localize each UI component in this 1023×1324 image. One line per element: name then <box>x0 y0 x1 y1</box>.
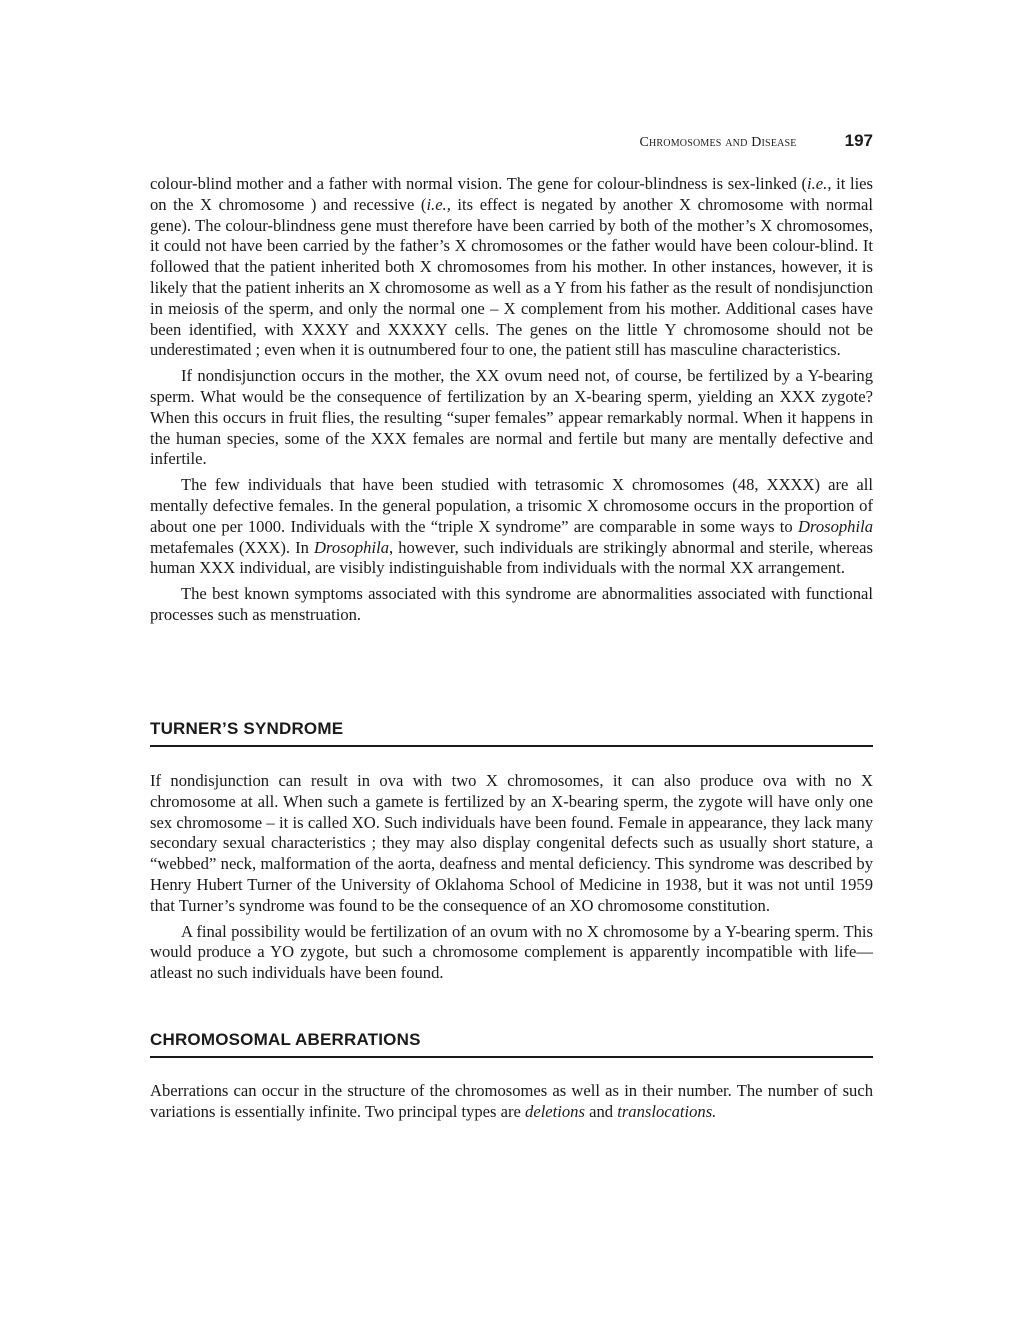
paragraph-aberrations: Aberrations can occur in the structure of the chromosomes as well as in their number. The number of such variations is essentially infinite. Two principal types are deletions and translocations. <box>150 1081 873 1121</box>
section-heading-chromosomal-aberrations: CHROMOSOMAL ABERRATIONS <box>150 1030 873 1058</box>
paragraph-xxx-zygote: If nondisjunction occurs in the mother, the XX ovum need not, of course, be fertilized by a Y-bearing sperm. What would be the consequence of fertilization by an X-bearing sperm, yielding an XXX zygote? When this occurs in fruit flies, the resulting “super females” appear remarkably normal. When it happens in the human species, some of the XXX females are normal and fertile but many are mentally defective and infertile. <box>150 366 873 469</box>
page-number: 197 <box>844 131 873 150</box>
paragraph-colour-blindness: colour-blind mother and a father with normal vision. The gene for colour-blindness is sex-linked (i.e., it lies on the X chromosome ) and recessive (i.e., its effect is negated by another X chromosome with normal gene). The colour-blindness gene must therefore have been carried by both of the mother’s X chromosomes, it could not have been carried by the father’s X chromosomes or the father would have been colour-blind. It followed that the patient inherited both X chromosomes from his mother. In other instances, however, it is likely that the patient inherits an X chromosome as well as a Y from his father as the result of nondisjunction in meiosis of the sperm, and only the normal one – X complement from his mother. Additional cases have been identified, with XXXY and XXXXY cells. The genes on the little Y chromosome should not be underestimated ; even when it is outnumbered four to one, the patient still has masculine characteristics. <box>150 174 874 360</box>
paragraph-xo-zygote: If nondisjunction can result in ova with two X chromosomes, it can also produce ova with no X chromosome at all. When such a gamete is fertilized by an X-bearing sperm, the zygote will have only one sex chromosome – it is called XO. Such individuals have been found. Female in appearance, they lack many secondary sexual characteristics ; they may also display congenital defects such as usually short stature, a “webbed” neck, malformation of the aorta, deafness and mental deficiency. This syndrome was described by Henry Hubert Turner of the University of Oklahoma School of Medicine in 1938, but it was not until 1959 that Turner’s syndrome was found to be the consequence of an XO chromosome constitution. <box>150 771 873 915</box>
paragraph-yo-zygote: A final possibility would be fertilization of an ovum with no X chromosome by a Y-bearing sperm. This would produce a YO zygote, but such a chromosome complement is apparently incompatible with life—atleast no such individuals have been found. <box>150 921 873 983</box>
paragraph-symptoms: The best known symptoms associated with this syndrome are abnormalities associated with functional processes such as menstruation. <box>150 584 873 624</box>
continued-text-block <box>150 174 873 626</box>
turner-text-block <box>150 771 873 984</box>
aberrations-text-block <box>150 1081 873 1123</box>
running-title: Chromosomes and Disease <box>639 135 797 150</box>
section-heading-turners-syndrome: TURNER’S SYNDROME <box>150 719 873 747</box>
paragraph-tetrasomic-x: The few individuals that have been studied with tetrasomic X chromosomes (48, XXXX) are all mentally defective females. In the general population, a trisomic X chromosome occurs in the proportion of about one per 1000. Individuals with the “triple X syndrome” are comparable in some ways to Drosophila metafemales (XXX). In Drosophila, however, such individuals are strikingly abnormal and sterile, whereas human XXX individual, are visibly indistinguishable from individuals with the normal XX arrangement. <box>150 475 873 578</box>
running-head <box>150 131 873 155</box>
